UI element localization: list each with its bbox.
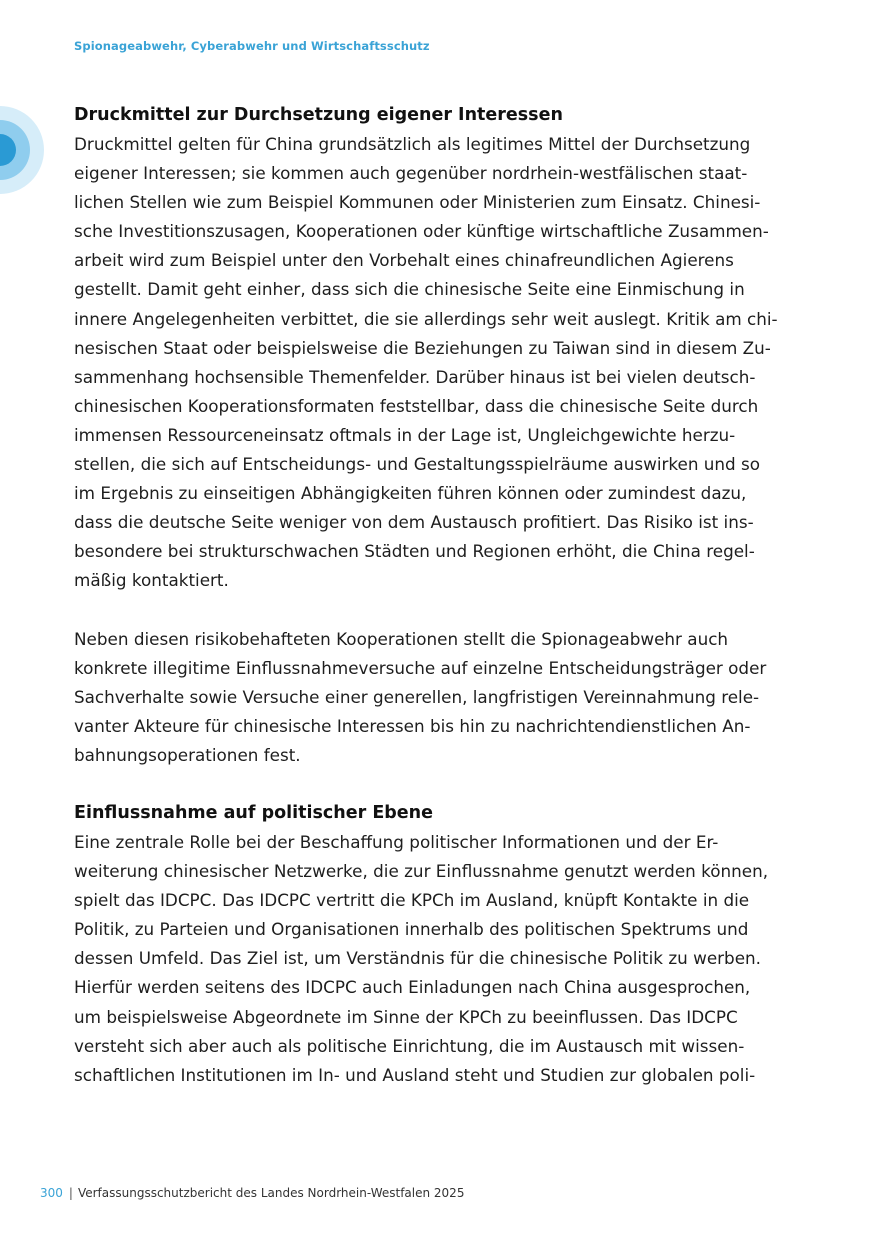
text-line: weiterung chinesischer Netzwerke, die zur Einflussnahme genutzt werden können, — [74, 861, 769, 882]
text-line: versteht sich aber auch als politische Einrichtung, die im Austausch mit wissen- — [74, 1035, 745, 1056]
publication-title: Verfassungsschutzbericht des Landes Nordrhein-Westfalen 2025 — [77, 1186, 465, 1200]
paragraph — [74, 625, 809, 770]
text-line: innere Angelegenheiten verbittet, die sie allerdings sehr weit auslegt. Kritik am chi- — [74, 308, 778, 329]
text-line: nesischen Staat oder beispielsweise die Beziehungen zu Taiwan sind in diesem Zu- — [74, 337, 771, 358]
text-line: sammenhang hochsensible Themenfelder. Darüber hinaus ist bei vielen deutsch- — [74, 366, 756, 387]
text-line: schaftlichen Institutionen im In- und Ausland steht und Studien zur globalen poli- — [74, 1064, 756, 1085]
concentric-circles-decoration-icon — [0, 104, 44, 196]
section-druckmittel — [74, 101, 809, 770]
text-line: eigener Interessen; sie kommen auch gegenüber nordrhein-westfälischen staat- — [74, 163, 748, 184]
section-heading: Einflussnahme auf politischer Ebene — [74, 802, 433, 823]
text-line: Neben diesen risikobehafteten Kooperationen stellt die Spionageabwehr auch — [74, 628, 729, 649]
text-line: Politik, zu Parteien und Organisationen innerhalb des politischen Spektrums und — [74, 919, 749, 940]
paragraph — [74, 828, 809, 1090]
text-line: besondere bei strukturschwachen Städten und Regionen erhöht, die China regel- — [74, 541, 755, 562]
page-number: 300 — [40, 1186, 63, 1200]
section-einflussnahme — [74, 799, 809, 1090]
text-line: um beispielsweise Abgeordnete im Sinne der KPCh zu beeinflussen. Das IDCPC — [74, 1006, 738, 1027]
main-content — [74, 101, 809, 1090]
text-line: konkrete illegitime Einflussnahmeversuche auf einzelne Entscheidungsträger oder — [74, 657, 767, 678]
text-line: sche Investitionszusagen, Kooperationen oder künftige wirtschaftliche Zusammen- — [74, 221, 769, 242]
text-line: im Ergebnis zu einseitigen Abhängigkeiten führen können oder zumindest dazu, — [74, 483, 747, 504]
text-line: lichen Stellen wie zum Beispiel Kommunen oder Ministerien zum Einsatz. Chinesi- — [74, 192, 761, 213]
text-line: gestellt. Damit geht einher, dass sich die chinesische Seite eine Einmischung in — [74, 279, 745, 300]
text-line: immensen Ressourceneinsatz oftmals in der Lage ist, Ungleichgewichte herzu- — [74, 424, 736, 445]
page-footer — [40, 1186, 464, 1200]
section-heading: Druckmittel zur Durchsetzung eigener Interessen — [74, 105, 563, 125]
text-line: Hierfür werden seitens des IDCPC auch Einladungen nach China ausgesprochen, — [74, 977, 751, 998]
text-line: mäßig kontaktiert. — [74, 570, 229, 591]
running-header: Spionageabwehr, Cyberabwehr und Wirtschaftsschutz — [74, 39, 430, 53]
text-line: chinesischen Kooperationsformaten feststellbar, dass die chinesische Seite durch — [74, 395, 759, 416]
text-line: dass die deutsche Seite weniger von dem Austausch profitiert. Das Risiko ist ins- — [74, 512, 754, 533]
text-line: vanter Akteure für chinesische Interessen bis hin zu nachrichtendienstlichen An- — [74, 715, 751, 736]
text-line: arbeit wird zum Beispiel unter den Vorbehalt eines chinafreundlichen Agierens — [74, 250, 734, 271]
text-line: Druckmittel gelten für China grundsätzlich als legitimes Mittel der Durchsetzung — [74, 134, 751, 154]
paragraph-spacer — [74, 596, 809, 625]
text-line: stellen, die sich auf Entscheidungs- und Gestaltungsspielräume auswirken und so — [74, 454, 761, 475]
text-line: spielt das IDCPC. Das IDCPC vertritt die KPCh im Ausland, knüpft Kontakte in die — [74, 890, 750, 911]
text-line: bahnungsoperationen fest. — [74, 744, 301, 765]
paragraph — [74, 130, 809, 596]
footer-separator: | — [68, 1186, 73, 1200]
text-line: Eine zentrale Rolle bei der Beschaffung politischer Informationen und der Er- — [74, 831, 719, 852]
section-spacer — [74, 770, 809, 799]
text-line: dessen Umfeld. Das Ziel ist, um Verständnis für die chinesische Politik zu werben. — [74, 948, 761, 969]
text-line: Sachverhalte sowie Versuche einer generellen, langfristigen Vereinnahmung rele- — [74, 686, 760, 707]
